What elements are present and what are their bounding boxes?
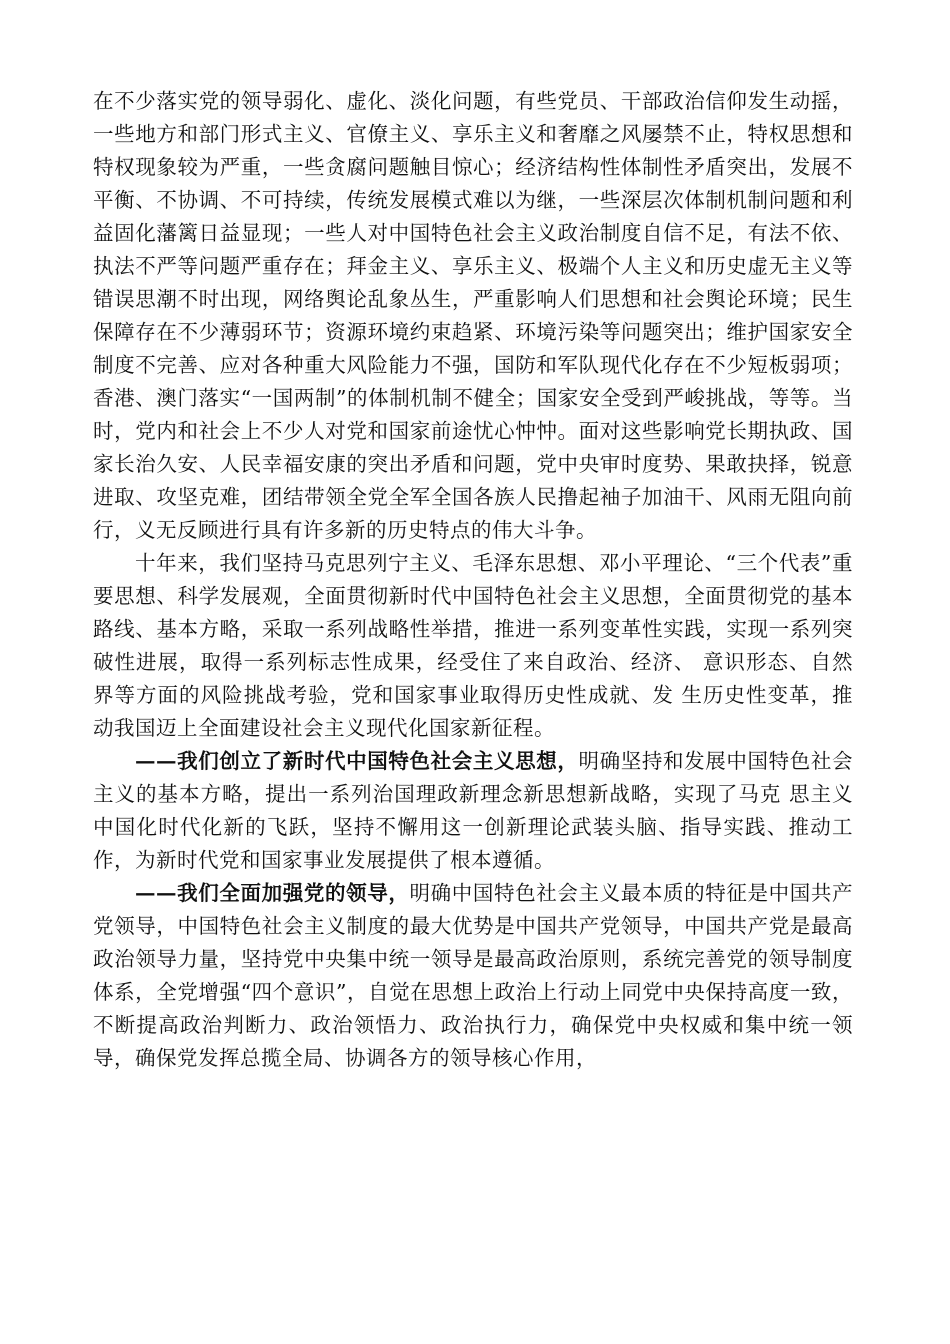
paragraph-1-text: 在不少落实党的领导弱化、虚化、淡化问题，有些党员、干部政治信仰发生动摇，一些地方和部门形式主义、官僚主义、享乐主义和奢靡之风屡禁不止，特权思想和特权现象较为严重，一些贪腐问题触目惊心；经济结构性体制性矛盾突出，发展不平衡、不协调、不可持续，传统发展模式难以为继，一些深层次体制机制问题和利益固化藩篱日益显现；一些人对中国特色社会主义政治制度自信不足，有法不依、执法不严等问题严重存在；拜金主义、享乐主义、极端个人主义和历史虚无主义等错误思潮不时出现，网络舆论乱象丛生，严重影响人们思想和社会舆论环境；民生保障存在不少薄弱环节；资源环境约束趋紧、环境污染等问题突出；维护国家安全制度不完善、应对各种重大风险能力不强，国防和军队现代化存在不少短板弱项；香港、澳门落实“一国两制”的体制机制不健全；国家安全受到严峻挑战，等等。当时，党内和社会上不少人对党和国家前途忧心忡忡。面对这些影响党长期执政、国家长治久安、人民幸福安康的突出矛盾和问题，党中央审时度势、果敢抉择，锐意进取、攻坚克难，团结带领全党全军全国各族人民撸起袖子加油干、风雨无阻向前行，义无反顾进行具有许多新的历史特点的伟大斗争。: [93, 89, 853, 542]
paragraph-3-text: 明确坚持和发展中国特色社会主义的基本方略，提出一系列治国理政新理念新思想新战略，实现了马克 思主义中国化时代化新的飞跃，坚持不懈用这一创新理论武装头脑、指导实践、推动工作，为新时代党和国家事业发展提供了根本遵循。: [93, 749, 854, 872]
paragraph-1: [93, 85, 853, 547]
paragraph-2: [93, 547, 853, 745]
paragraph-4-lead: ——我们全面加强党的领导，: [135, 881, 410, 905]
paragraph-3: [93, 745, 853, 877]
paragraph-3-lead: ——我们创立了新时代中国特色社会主义思想，: [135, 749, 579, 773]
paragraph-2-text: 十年来，我们坚持马克思列宁主义、毛泽东思想、邓小平理论、“三个代表”重要思想、科学发展观，全面贯彻新时代中国特色社会主义思想，全面贯彻党的基本路线、基本方略，采取一系列战略性举措，推进一系列变革性实践，实现一系列突破性进展，取得一系列标志性成果，经受住了来自政治、经济、 意识形态、自然界等方面的风险挑战考验，党和国家事业取得历史性成就、发 生历史性变革，推动我国迈上全面建设社会主义现代化国家新征程。: [93, 551, 853, 740]
paragraph-4: [93, 877, 853, 1075]
document-body: [93, 85, 853, 1075]
paragraph-4-text: 明确中国特色社会主义最本质的特征是中国共产党领导，中国特色社会主义制度的最大优势是中国共产党领导，中国共产党是最高政治领导力量，坚持党中央集中统一领导是最高政治原则，系统完善党的领导制度体系，全党增强“四个意识”，自觉在思想上政治上行动上同党中央保持高度一致，不断提高政治判断力、政治领悟力、政治执行力，确保党中央权威和集中统一领导，确保党发挥总揽全局、协调各方的领导核心作用，: [93, 881, 854, 1070]
